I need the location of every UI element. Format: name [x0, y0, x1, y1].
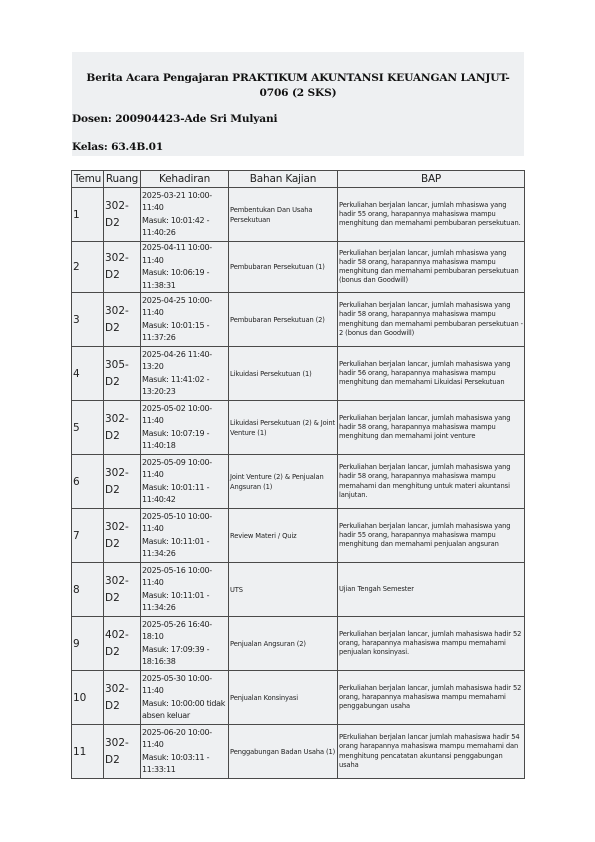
schedule-text: 2025-05-10 10:00-11:40 [142, 511, 212, 533]
cell-ruang: 302-D2 [104, 455, 141, 509]
checkin-text: Masuk: 10:11:01 - 11:34:26 [142, 590, 210, 612]
cell-bahan-kajian: Pembentukan Dan Usaha Persekutuan [229, 188, 338, 242]
checkin-text: Masuk: 10:07:19 - 11:40:18 [142, 428, 210, 450]
cell-ruang: 302-D2 [104, 563, 141, 617]
cell-kehadiran [141, 617, 229, 671]
table-row [72, 242, 525, 293]
schedule-text: 2025-05-26 16:40-18:10 [142, 619, 212, 641]
cell-bahan-kajian: Pembubaran Persekutuan (2) [229, 293, 338, 347]
cell-bap: Ujian Tengah Semester [338, 563, 525, 617]
checkin-text: Masuk: 10:01:11 - 11:40:42 [142, 482, 210, 504]
checkin-text: Masuk: 10:06:19 - 11:38:31 [142, 268, 210, 290]
table-row [72, 563, 525, 617]
cell-bahan-kajian: Pembubaran Persekutuan (1) [229, 242, 338, 293]
checkin-text: Masuk: 10:00:00 tidak absen keluar [142, 698, 226, 720]
cell-ruang: 302-D2 [104, 242, 141, 293]
cell-bahan-kajian: Joint Venture (2) & Penjualan Angsuran (1) [229, 455, 338, 509]
schedule-text: 2025-04-11 10:00-11:40 [142, 243, 212, 265]
cell-ruang: 302-D2 [104, 671, 141, 725]
cell-bap: Perkuliahan berjalan lancar, jumlah mahasiswa yang hadir 55 orang, harapannya mahasiswa mampu menghitung dan memahami penjualan angsuran [338, 509, 525, 563]
cell-ruang: 402-D2 [104, 617, 141, 671]
lecturer-info: Dosen: 200904423-Ade Sri Mulyani [72, 113, 278, 125]
cell-bap: Perkuliahan berjalan lancar, jumlah mahasiswa yang hadir 58 orang, harapannya mahasiswa mampu menghitung dan memahami joint venture [338, 401, 525, 455]
cell-kehadiran [141, 725, 229, 779]
schedule-text: 2025-04-25 10:00-11:40 [142, 295, 212, 317]
cell-kehadiran [141, 293, 229, 347]
cell-ruang: 302-D2 [104, 401, 141, 455]
table-row [72, 188, 525, 242]
cell-bap: Perkuliahan berjalan lancar, jumlah mahasiswa yang hadir 56 orang, harapannya mahasiswa mampu menghitung dan memahami Likuidasi Persekutuan [338, 347, 525, 401]
cell-ruang: 302-D2 [104, 188, 141, 242]
checkin-text: Masuk: 10:03:11 - 11:33:11 [142, 752, 210, 774]
cell-kehadiran [141, 509, 229, 563]
checkin-text: Masuk: 10:01:15 - 11:37:26 [142, 320, 210, 342]
table-row [72, 725, 525, 779]
cell-bap: Perkuliahan berjalan lancar, jumlah mahasiswa yang hadir 58 orang, harapannya mahasiswa mampu menghitung dan memahami pembubaran persekutuan - 2 (bonus dan Goodwill) [338, 293, 525, 347]
class-info: Kelas: 63.4B.01 [72, 141, 164, 153]
cell-bap: Perkuliahan berjalan lancar, jumlah mahasiswa yang hadir 58 orang, harapannya mahasiswa mampu memahami dan menghitung untuk materi akuntansi lanjutan. [338, 455, 525, 509]
checkin-text: Masuk: 17:09:39 - 18:16:38 [142, 644, 210, 666]
cell-bap: Perkuliahan berjalan lancar, jumlah mahasiswa hadir 52 orang, harapannya mahasiswa mampu memahami penjualan konsinyasi. [338, 617, 525, 671]
cell-kehadiran [141, 188, 229, 242]
cell-temu: 1 [72, 188, 104, 242]
table-row [72, 401, 525, 455]
column-header-bap: BAP [338, 171, 525, 188]
cell-temu: 11 [72, 725, 104, 779]
cell-bahan-kajian: Penjualan Konsinyasi [229, 671, 338, 725]
cell-ruang: 305-D2 [104, 347, 141, 401]
column-header-bahan-kajian: Bahan Kajian [229, 171, 338, 188]
cell-bap: PErkuliahan berjalan lancar jumlah mahasiswa hadir 54 orang harapannya mahasiswa mampu memahami dan menghitung pencatatan akuntansi penggabungan usaha [338, 725, 525, 779]
table-row [72, 293, 525, 347]
schedule-text: 2025-05-02 10:00-11:40 [142, 403, 212, 425]
cell-kehadiran [141, 242, 229, 293]
attendance-table [71, 170, 525, 779]
table-row [72, 455, 525, 509]
cell-bahan-kajian: Review Materi / Quiz [229, 509, 338, 563]
checkin-text: Masuk: 10:01:42 - 11:40:26 [142, 215, 210, 237]
cell-bahan-kajian: Penggabungan Badan Usaha (1) [229, 725, 338, 779]
table-row [72, 509, 525, 563]
cell-temu: 4 [72, 347, 104, 401]
schedule-text: 2025-05-09 10:00-11:40 [142, 457, 212, 479]
table-header-row [72, 171, 525, 188]
cell-bahan-kajian: Penjualan Angsuran (2) [229, 617, 338, 671]
cell-bahan-kajian: Likuidasi Persekutuan (1) [229, 347, 338, 401]
table-row [72, 347, 525, 401]
column-header-temu: Temu [72, 171, 104, 188]
cell-temu: 8 [72, 563, 104, 617]
cell-temu: 7 [72, 509, 104, 563]
table-row [72, 671, 525, 725]
cell-temu: 9 [72, 617, 104, 671]
cell-temu: 2 [72, 242, 104, 293]
schedule-text: 2025-06-20 10:00-11:40 [142, 727, 212, 749]
cell-kehadiran [141, 455, 229, 509]
cell-kehadiran [141, 347, 229, 401]
cell-bahan-kajian: UTS [229, 563, 338, 617]
cell-temu: 3 [72, 293, 104, 347]
cell-bahan-kajian: Likuidasi Persekutuan (2) & Joint Venture (1) [229, 401, 338, 455]
schedule-text: 2025-04-26 11:40-13:20 [142, 349, 212, 371]
cell-bap: Perkuliahan berjalan lancar, jumlah mhasiswa yang hadir 58 orang, harapannya mahasiswa mampu menghitung dan memahami pembubaran persekutuan (bonus dan Goodwill) [338, 242, 525, 293]
checkin-text: Masuk: 10:11:01 - 11:34:26 [142, 536, 210, 558]
table-row [72, 617, 525, 671]
cell-ruang: 302-D2 [104, 293, 141, 347]
checkin-text: Masuk: 11:41:02 - 13:20:23 [142, 374, 210, 396]
cell-temu: 5 [72, 401, 104, 455]
cell-bap: Perkuliahan berjalan lancar, jumlah mhasiswa yang hadir 55 orang, harapannya mahasiswa mampu menghitung dan memahami pembubaran persekutuan. [338, 188, 525, 242]
cell-temu: 10 [72, 671, 104, 725]
cell-kehadiran [141, 401, 229, 455]
cell-temu: 6 [72, 455, 104, 509]
cell-ruang: 302-D2 [104, 509, 141, 563]
column-header-kehadiran: Kehadiran [141, 171, 229, 188]
cell-ruang: 302-D2 [104, 725, 141, 779]
document-title: Berita Acara Pengajaran PRAKTIKUM AKUNTANSI KEUANGAN LANJUT-0706 (2 SKS) [86, 72, 510, 99]
schedule-text: 2025-05-30 10:00-11:40 [142, 673, 212, 695]
schedule-text: 2025-05-16 10:00-11:40 [142, 565, 212, 587]
cell-kehadiran [141, 563, 229, 617]
schedule-text: 2025-03-21 10:00-11:40 [142, 190, 212, 212]
cell-bap: Perkuliahan berjalan lancar, jumlah mahasiswa hadir 52 orang, harapannya mahasiswa mampu memahami penggabungan usaha [338, 671, 525, 725]
column-header-ruang: Ruang [104, 171, 141, 188]
cell-kehadiran [141, 671, 229, 725]
